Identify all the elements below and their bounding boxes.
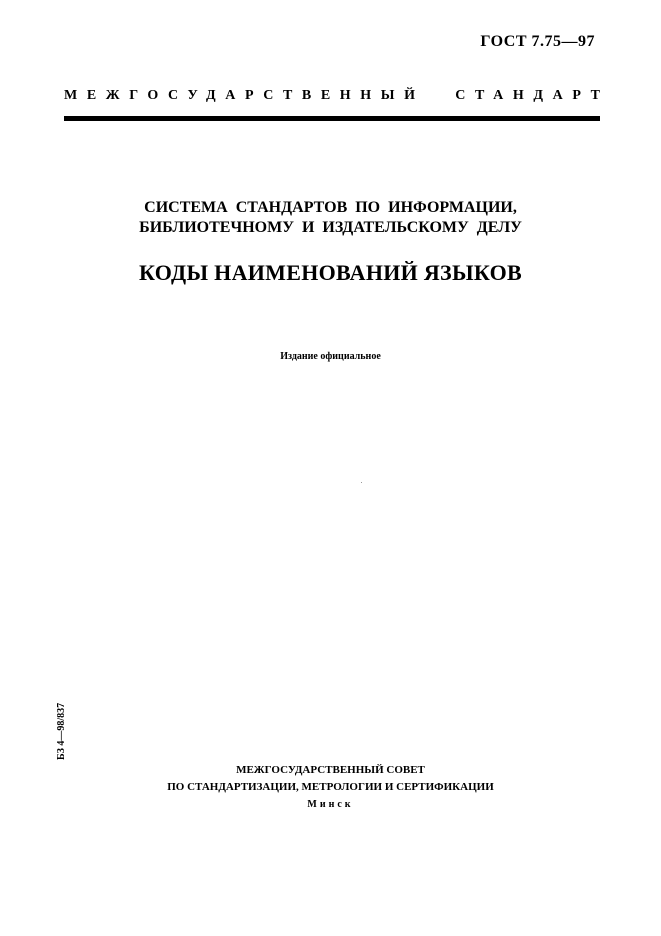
publisher-block (0, 762, 661, 813)
standard-word: СТАНДАРТ (455, 88, 610, 103)
council-line-2: ПО СТАНДАРТИЗАЦИИ, МЕТРОЛОГИИ И СЕРТИФИКАЦИИ (167, 781, 494, 793)
council-line-1: МЕЖГОСУДАРСТВЕННЫЙ СОВЕТ (236, 764, 425, 776)
system-title-line-2: БИБЛИОТЕЧНОМУ И ИЗДАТЕЛЬСКОМУ ДЕЛУ (139, 219, 522, 236)
gost-number: ГОСТ 7.75—97 (480, 33, 595, 50)
edition-label: Издание официальное (280, 351, 381, 362)
system-title (0, 198, 661, 238)
header-rule (64, 116, 600, 121)
publisher-city: Минск (307, 799, 354, 810)
scan-speck (361, 482, 362, 483)
system-title-line-1: СИСТЕМА СТАНДАРТОВ ПО ИНФОРМАЦИИ, (144, 199, 517, 216)
interstate-standard-header (64, 88, 610, 104)
side-code: БЗ 4—98/837 (56, 702, 67, 760)
document-title: КОДЫ НАИМЕНОВАНИЙ ЯЗЫКОВ (139, 260, 522, 285)
interstate-word: МЕЖГОСУДАРСТВЕННЫЙ (64, 88, 425, 103)
